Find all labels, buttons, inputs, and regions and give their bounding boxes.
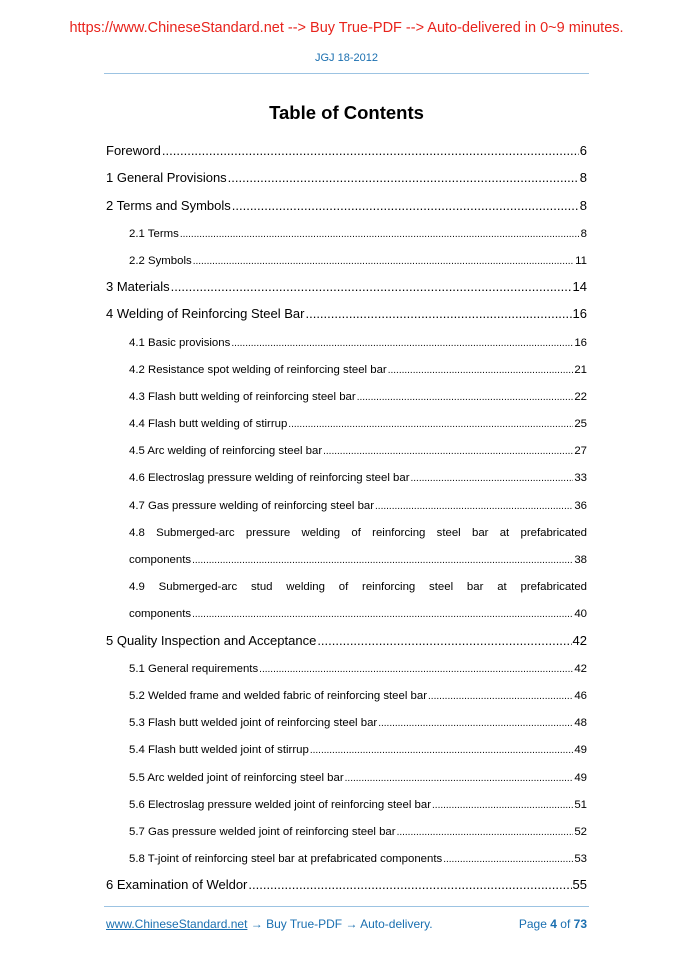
toc-entry[interactable] xyxy=(106,539,587,566)
toc-entry-label: 4.7 Gas pressure welding of reinforcing steel bar xyxy=(129,499,375,512)
page-prefix: Page xyxy=(518,917,547,931)
toc-entry[interactable] xyxy=(106,675,587,702)
toc-entry-page: 8 xyxy=(579,170,587,186)
toc-entry[interactable] xyxy=(106,321,587,348)
toc-entry[interactable] xyxy=(106,430,587,457)
toc-leader-dots xyxy=(259,663,573,675)
toc-entry[interactable] xyxy=(106,648,587,675)
toc-entry[interactable] xyxy=(106,784,587,811)
toc-entry[interactable] xyxy=(106,620,587,647)
toc-leader-dots xyxy=(378,717,573,729)
standard-code: JGJ 18-2012 xyxy=(315,52,378,64)
toc-entry-page: 16 xyxy=(574,336,587,349)
footer-text: → Buy True-PDF → Auto-delivery. xyxy=(247,917,433,931)
footer xyxy=(106,917,587,931)
toc-leader-dots xyxy=(162,143,579,158)
toc-leader-dots xyxy=(357,391,574,403)
toc-entry-page: 8 xyxy=(580,227,587,240)
toc-entry-page: 33 xyxy=(574,472,587,485)
toc-entry[interactable] xyxy=(106,756,587,783)
page-total: 73 xyxy=(573,917,587,931)
footer-site-link[interactable]: www.ChineseStandard.net xyxy=(106,917,248,931)
toc-entry-label: 5.7 Gas pressure welded joint of reinforcing steel bar xyxy=(129,825,396,838)
toc-entry[interactable] xyxy=(106,240,587,267)
toc-entry-page: 38 xyxy=(574,554,587,566)
toc-leader-dots xyxy=(231,337,573,349)
page-of: of xyxy=(560,917,571,931)
toc-entry[interactable] xyxy=(106,349,587,376)
header-divider xyxy=(104,73,589,74)
toc-entry-label: 4.6 Electroslag pressure welding of reinforcing steel bar xyxy=(129,472,410,485)
toc-leader-dots xyxy=(193,255,574,267)
toc-entry-label: 1 General Provisions xyxy=(106,170,227,186)
footer-divider xyxy=(104,906,589,907)
toc-entry-page: 11 xyxy=(575,254,587,267)
toc-entry-page: 55 xyxy=(572,877,587,893)
toc-entry[interactable] xyxy=(106,484,587,511)
toc-entry-page: 42 xyxy=(574,662,587,675)
toc-entry-label: 2 Terms and Symbols xyxy=(106,197,231,213)
footer-left xyxy=(106,917,433,931)
toc-entry-label: 5.1 General requirements xyxy=(129,662,259,675)
toc-entry-label: Foreword xyxy=(106,143,161,159)
toc-entry[interactable] xyxy=(106,702,587,729)
toc-entry-label: 2.1 Terms xyxy=(129,227,179,240)
toc-entry[interactable] xyxy=(106,213,587,240)
toc-entry-label: 4.1 Basic provisions xyxy=(129,336,231,349)
toc-entry-page: 53 xyxy=(574,853,587,866)
toc-entry[interactable] xyxy=(106,838,587,865)
toc-entry-label: 5.8 T-joint of reinforcing steel bar at prefabricated components xyxy=(129,853,443,866)
toc-leader-dots xyxy=(432,799,573,811)
toc-entry[interactable] xyxy=(106,593,587,620)
table-of-contents xyxy=(106,131,587,892)
toc-entry-page: 27 xyxy=(574,445,587,458)
toc-leader-dots xyxy=(180,228,580,240)
toc-entry-page: 49 xyxy=(574,771,587,784)
toc-entry-label: components xyxy=(129,554,192,566)
page-indicator xyxy=(519,917,587,931)
toc-entry[interactable] xyxy=(106,403,587,430)
toc-leader-dots xyxy=(397,826,574,838)
toc-entry-page: 16 xyxy=(572,306,587,322)
toc-entry-page: 40 xyxy=(574,608,587,621)
toc-entry-page: 51 xyxy=(574,798,587,811)
toc-leader-dots xyxy=(317,633,571,648)
toc-leader-dots xyxy=(323,445,573,457)
toc-entry-page: 25 xyxy=(574,418,587,431)
toc-entry[interactable] xyxy=(106,185,587,212)
page-title: Table of Contents xyxy=(269,102,424,123)
toc-leader-dots xyxy=(345,772,574,784)
toc-leader-dots xyxy=(228,170,579,185)
toc-entry-label: 5.6 Electroslag pressure welded joint of reinforcing steel bar xyxy=(129,798,432,811)
toc-entry-page: 42 xyxy=(572,632,587,648)
toc-entry-wrapped-line xyxy=(106,512,587,539)
toc-entry-label: 2.2 Symbols xyxy=(129,254,192,267)
toc-leader-dots xyxy=(171,279,572,294)
toc-entry-page: 21 xyxy=(574,363,587,376)
toc-entry-label: 5.5 Arc welded joint of reinforcing steel bar xyxy=(129,771,344,784)
toc-leader-dots xyxy=(428,690,573,702)
toc-entry-label: 5.3 Flash butt welded joint of reinforcing steel bar xyxy=(129,717,378,730)
toc-entry[interactable] xyxy=(106,457,587,484)
toc-leader-dots xyxy=(232,198,579,213)
toc-entry-label: 5 Quality Inspection and Acceptance xyxy=(106,632,317,648)
toc-leader-dots xyxy=(305,306,571,321)
toc-entry-page: 46 xyxy=(574,689,587,702)
toc-entry-label-line1: 4.9 Submerged-arc stud welding of reinforcing steel bar at prefabricated xyxy=(129,581,587,594)
toc-entry-label: 4 Welding of Reinforcing Steel Bar xyxy=(106,306,305,322)
toc-leader-dots xyxy=(410,472,573,484)
toc-entry-page: 22 xyxy=(574,390,587,403)
toc-entry-label: 5.2 Welded frame and welded fabric of reinforcing steel bar xyxy=(129,689,428,702)
toc-leader-dots xyxy=(443,853,573,865)
toc-entry-label-line1: 4.8 Submerged-arc pressure welding of reinforcing steel bar at prefabricated xyxy=(129,526,587,539)
toc-entry-page: 6 xyxy=(579,143,587,159)
toc-leader-dots xyxy=(192,554,573,566)
toc-entry-page: 36 xyxy=(574,499,587,512)
toc-entry-label: 4.3 Flash butt welding of reinforcing steel bar xyxy=(129,390,356,403)
toc-entry-label: 3 Materials xyxy=(106,279,170,295)
toc-entry-label: 5.4 Flash butt welded joint of stirrup xyxy=(129,744,309,757)
toc-entry[interactable] xyxy=(106,267,587,294)
toc-leader-dots xyxy=(248,877,571,892)
toc-entry-page: 52 xyxy=(574,825,587,838)
toc-entry-label: 4.4 Flash butt welding of stirrup xyxy=(129,418,288,431)
toc-entry[interactable] xyxy=(106,131,587,158)
toc-entry[interactable] xyxy=(106,865,587,892)
toc-entry-page: 14 xyxy=(572,279,587,295)
toc-entry-page: 48 xyxy=(574,717,587,730)
toc-leader-dots xyxy=(375,500,573,512)
toc-entry-label: 4.2 Resistance spot welding of reinforcing steel bar xyxy=(129,363,387,376)
toc-entry[interactable] xyxy=(106,294,587,321)
toc-leader-dots xyxy=(310,744,574,756)
toc-leader-dots xyxy=(388,364,574,376)
toc-entry[interactable] xyxy=(106,729,587,756)
toc-entry-label: 6 Examination of Weldor xyxy=(106,877,248,893)
toc-entry-label: 4.5 Arc welding of reinforcing steel bar xyxy=(129,445,323,458)
toc-entry[interactable] xyxy=(106,158,587,185)
toc-entry-label: components xyxy=(129,608,192,621)
banner-link[interactable]: https://www.ChineseStandard.net --> Buy True-PDF --> Auto-delivered in 0~9 minutes. xyxy=(69,20,624,36)
toc-entry[interactable] xyxy=(106,811,587,838)
toc-entry-wrapped-line xyxy=(106,566,587,593)
toc-entry-page: 49 xyxy=(574,744,587,757)
toc-leader-dots xyxy=(192,608,573,620)
toc-entry[interactable] xyxy=(106,376,587,403)
toc-entry-page: 8 xyxy=(579,197,587,213)
toc-leader-dots xyxy=(288,418,573,430)
page-current: 4 xyxy=(550,917,557,931)
